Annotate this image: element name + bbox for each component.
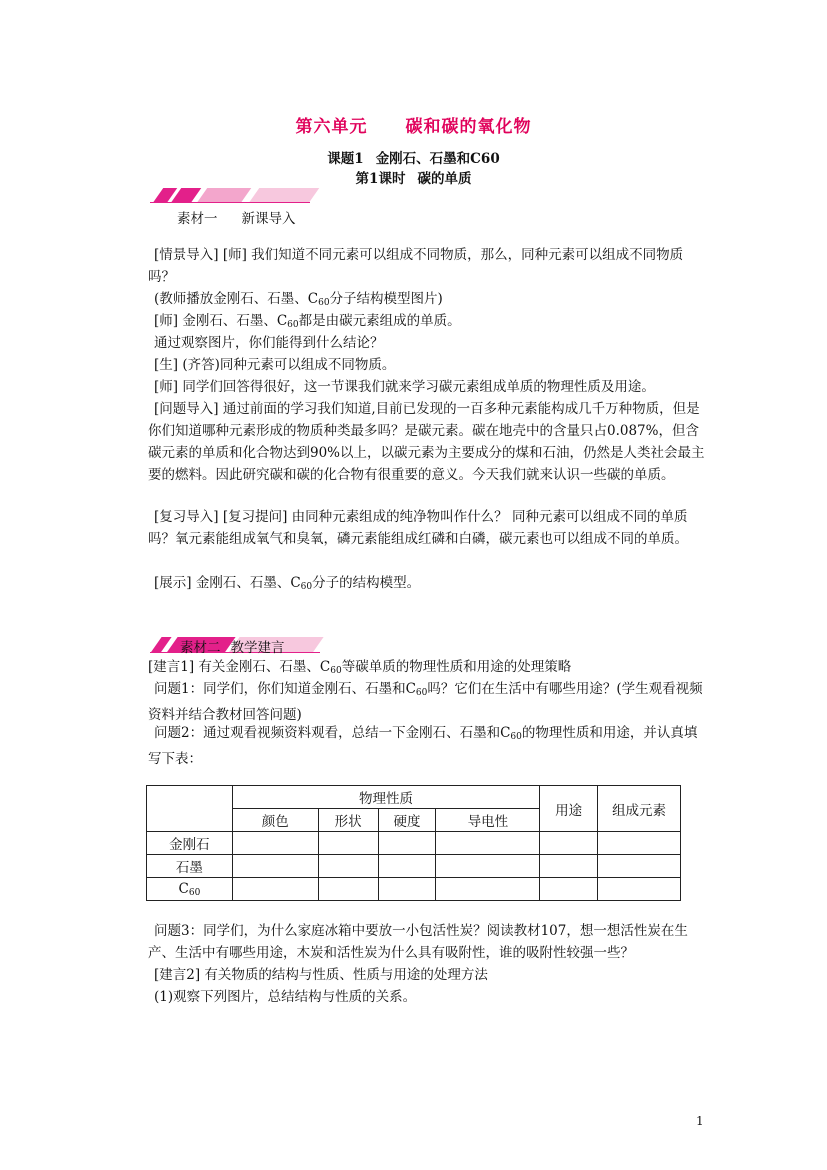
table-element-header: 组成元素 <box>598 786 681 832</box>
period-number: 第1课时 <box>355 171 406 187</box>
table-row <box>147 878 681 901</box>
paragraph: (教师播放金刚石、石墨、C60分子结构模型图片) <box>154 291 443 308</box>
unit-number: 第六单元 <box>295 117 368 137</box>
section2-title: 教学建言 <box>230 640 285 656</box>
table-use-header: 用途 <box>540 786 598 832</box>
paragraph: [师] 金刚石、石墨、C60都是由碳元素组成的单质。 <box>154 313 461 330</box>
table-row-label: 石墨 <box>147 855 233 878</box>
table-corner <box>147 786 233 832</box>
page-number: 1 <box>696 1114 704 1128</box>
table-row <box>147 855 681 878</box>
paragraph: 通过观察图片，你们能得到什么结论？ <box>154 335 384 351</box>
paragraph: [情景导入] [师] 我们知道不同元素可以组成不同物质，那么，同种元素可以组成不同物质吗？ <box>148 247 684 285</box>
unit-title <box>0 112 827 137</box>
properties-table <box>146 785 681 901</box>
section2-label: 素材二 <box>180 640 221 656</box>
section1-banner <box>150 188 310 206</box>
lesson-title <box>0 147 827 167</box>
lesson-number: 课题1 <box>327 151 364 167</box>
paragraph: [展示] 金刚石、石墨、C60分子的结构模型。 <box>154 575 421 592</box>
paragraph: 问题1：同学们，你们知道金刚石、石墨和C60吗？它们在生活中有哪些用途？(学生观看视频资料并结合教材回答问题) <box>148 681 703 723</box>
section1-title: 新课导入 <box>241 211 296 227</box>
table-subheader: 硬度 <box>378 809 436 832</box>
paragraph: [生] (齐答)同种元素可以组成不同物质。 <box>154 357 396 373</box>
paragraph: [建言1] 有关金刚石、石墨、C60等碳单质的物理性质和用途的处理策略 <box>148 659 572 676</box>
period-title <box>0 167 827 187</box>
lesson-name: 金刚石、石墨和C60 <box>375 151 500 167</box>
period-name: 碳的单质 <box>417 171 472 187</box>
table-row-label: 金刚石 <box>147 832 233 855</box>
paragraph: (1)观察下列图片，总结结构与性质的关系。 <box>154 989 417 1005</box>
section1-label: 素材一 <box>177 211 218 227</box>
unit-name: 碳和碳的氧化物 <box>405 117 532 137</box>
table-row-label: C60 <box>147 878 233 901</box>
section2-heading <box>180 636 285 656</box>
paragraph: [复习导入] [复习提问] 由同种元素组成的纯净物叫作什么？ 同种元素可以组成不同的单质吗？氧元素能组成氧气和臭氧，磷元素能组成红磷和白磷，碳元素也可以组成不同的单质。 <box>148 509 688 547</box>
table-row <box>147 832 681 855</box>
paragraph: [师] 同学们回答得很好，这一节课我们就来学习碳元素组成单质的物理性质及用途。 <box>154 379 655 395</box>
table-subheader: 颜色 <box>232 809 318 832</box>
table-group-header: 物理性质 <box>232 786 539 809</box>
table-subheader: 形状 <box>318 809 378 832</box>
paragraph: 问题2：通过观看视频资料观看，总结一下金刚石、石墨和C60的物理性质和用途，并认真填写下表： <box>148 725 698 767</box>
section1-heading <box>177 207 296 227</box>
table-subheader: 导电性 <box>436 809 540 832</box>
paragraph: 问题3：同学们，为什么家庭冰箱中要放一小包活性炭？阅读教材107，想一想活性炭在生产、生活中有哪些用途，木炭和活性炭为什么具有吸附性，谁的吸附性较强一些？ <box>148 923 688 961</box>
paragraph: [问题导入] 通过前面的学习我们知道,目前已发现的一百多种元素能构成几千万种物质，但是你们知道哪种元素形成的物质种类最多吗？是碳元素。碳在地壳中的含量只占0.087%，但含碳元素的单质和化合物达到90%以上，以碳元素为主要成分的煤和石油，仍然是人类社会最主要的燃料。因此研究碳和碳的化合物有很重要的意义。今天我们就来认识一些碳的单质。 <box>148 401 705 483</box>
paragraph: [建言2] 有关物质的结构与性质、性质与用途的处理方法 <box>154 967 488 983</box>
